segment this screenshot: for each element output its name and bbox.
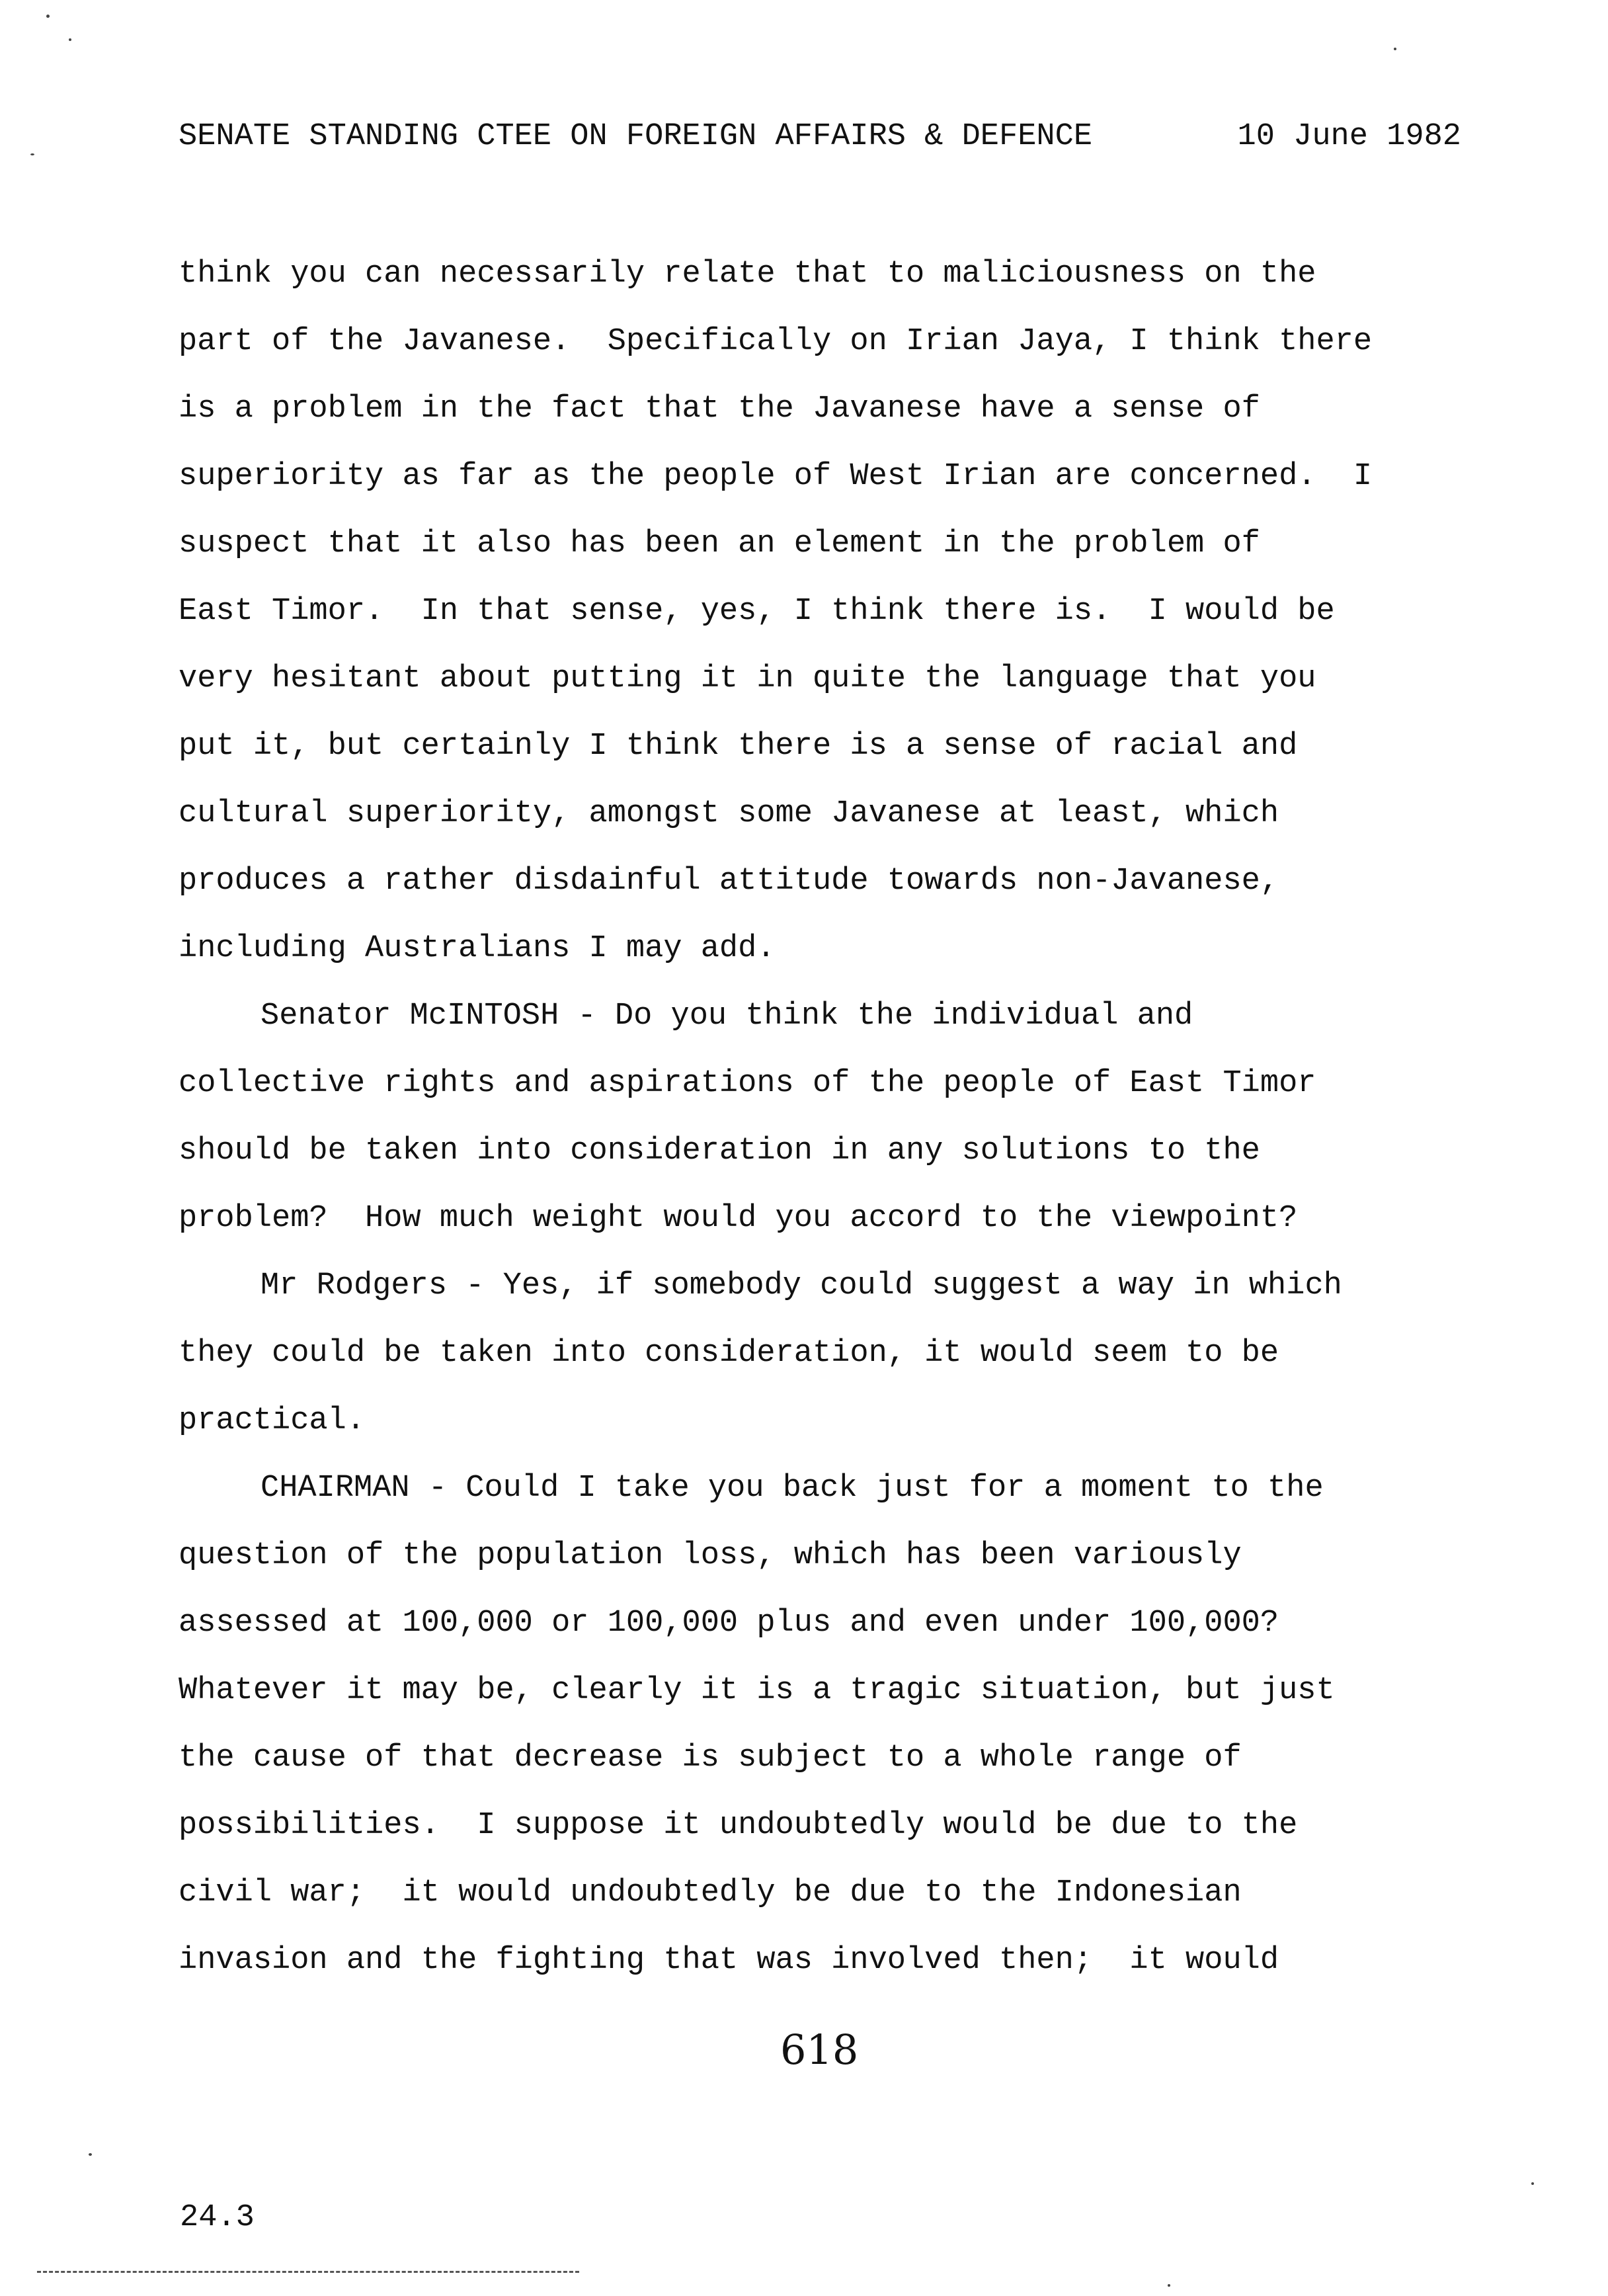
text-line: assessed at 100,000 or 100,000 plus and even under 100,000? — [179, 1606, 1279, 1641]
scan-speck — [69, 38, 71, 41]
text-line: should be taken into consideration in any solutions to the — [179, 1133, 1260, 1168]
text-line: suspect that it also has been an element in the problem of — [179, 526, 1260, 561]
text-line: Whatever it may be, clearly it is a tragic situation, but just — [179, 1673, 1335, 1708]
text-line: think you can necessarily relate that to maliciousness on the — [179, 257, 1316, 292]
text-line: problem? How much weight would you accord to the viewpoint? — [179, 1201, 1298, 1236]
text-line: very hesitant about putting it in quite the language that you — [179, 661, 1316, 696]
text-line: including Australians I may add. — [179, 931, 776, 966]
speaker-paragraph-start: Mr Rodgers - Yes, if somebody could suggest a way in which — [261, 1268, 1342, 1303]
text-line: they could be taken into consideration, it would seem to be — [179, 1336, 1279, 1371]
text-line: question of the population loss, which has been variously — [179, 1538, 1242, 1573]
text-line: cultural superiority, amongst some Javanese at least, which — [179, 796, 1279, 831]
text-line: is a problem in the fact that the Javanese have a sense of — [179, 391, 1260, 427]
text-line: the cause of that decrease is subject to a whole range of — [179, 1741, 1242, 1776]
text-line: practical. — [179, 1403, 366, 1438]
text-line: put it, but certainly I think there is a sense of racial and — [179, 729, 1298, 764]
header-title: SENATE STANDING CTEE ON FOREIGN AFFAIRS & DEFENCE — [179, 119, 1093, 154]
text-line: possibilities. I suppose it undoubtedly would be due to the — [179, 1808, 1298, 1843]
header-date: 10 June 1982 — [1237, 119, 1461, 154]
text-line: superiority as far as the people of West Irian are concerned. I — [179, 459, 1373, 494]
scan-speck — [46, 15, 50, 18]
text-line: invasion and the fighting that was involved then; it would — [179, 1943, 1279, 1978]
speaker-paragraph-start: CHAIRMAN - Could I take you back just for a moment to the — [261, 1471, 1324, 1506]
text-line: East Timor. In that sense, yes, I think there is. I would be — [179, 594, 1335, 629]
file-reference: 24.3 — [180, 2200, 255, 2235]
scan-speck — [1531, 2182, 1534, 2185]
page-number: 618 — [780, 2026, 859, 2074]
text-line: civil war; it would undoubtedly be due to the Indonesian — [179, 1875, 1242, 1910]
scan-speck — [1394, 48, 1396, 50]
text-line: collective rights and aspirations of the people of East Timor — [179, 1066, 1316, 1101]
text-line: produces a rather disdainful attitude towards non-Javanese, — [179, 864, 1279, 899]
transcript-body — [179, 241, 1474, 1994]
scan-speck — [1168, 2284, 1170, 2287]
text-line: part of the Javanese. Specifically on Irian Jaya, I think there — [179, 324, 1373, 359]
scan-speck — [89, 2153, 92, 2156]
footer-rule — [37, 2271, 579, 2273]
speaker-paragraph-start: Senator McINTOSH - Do you think the individual and — [261, 999, 1193, 1034]
scan-speck — [30, 153, 34, 155]
